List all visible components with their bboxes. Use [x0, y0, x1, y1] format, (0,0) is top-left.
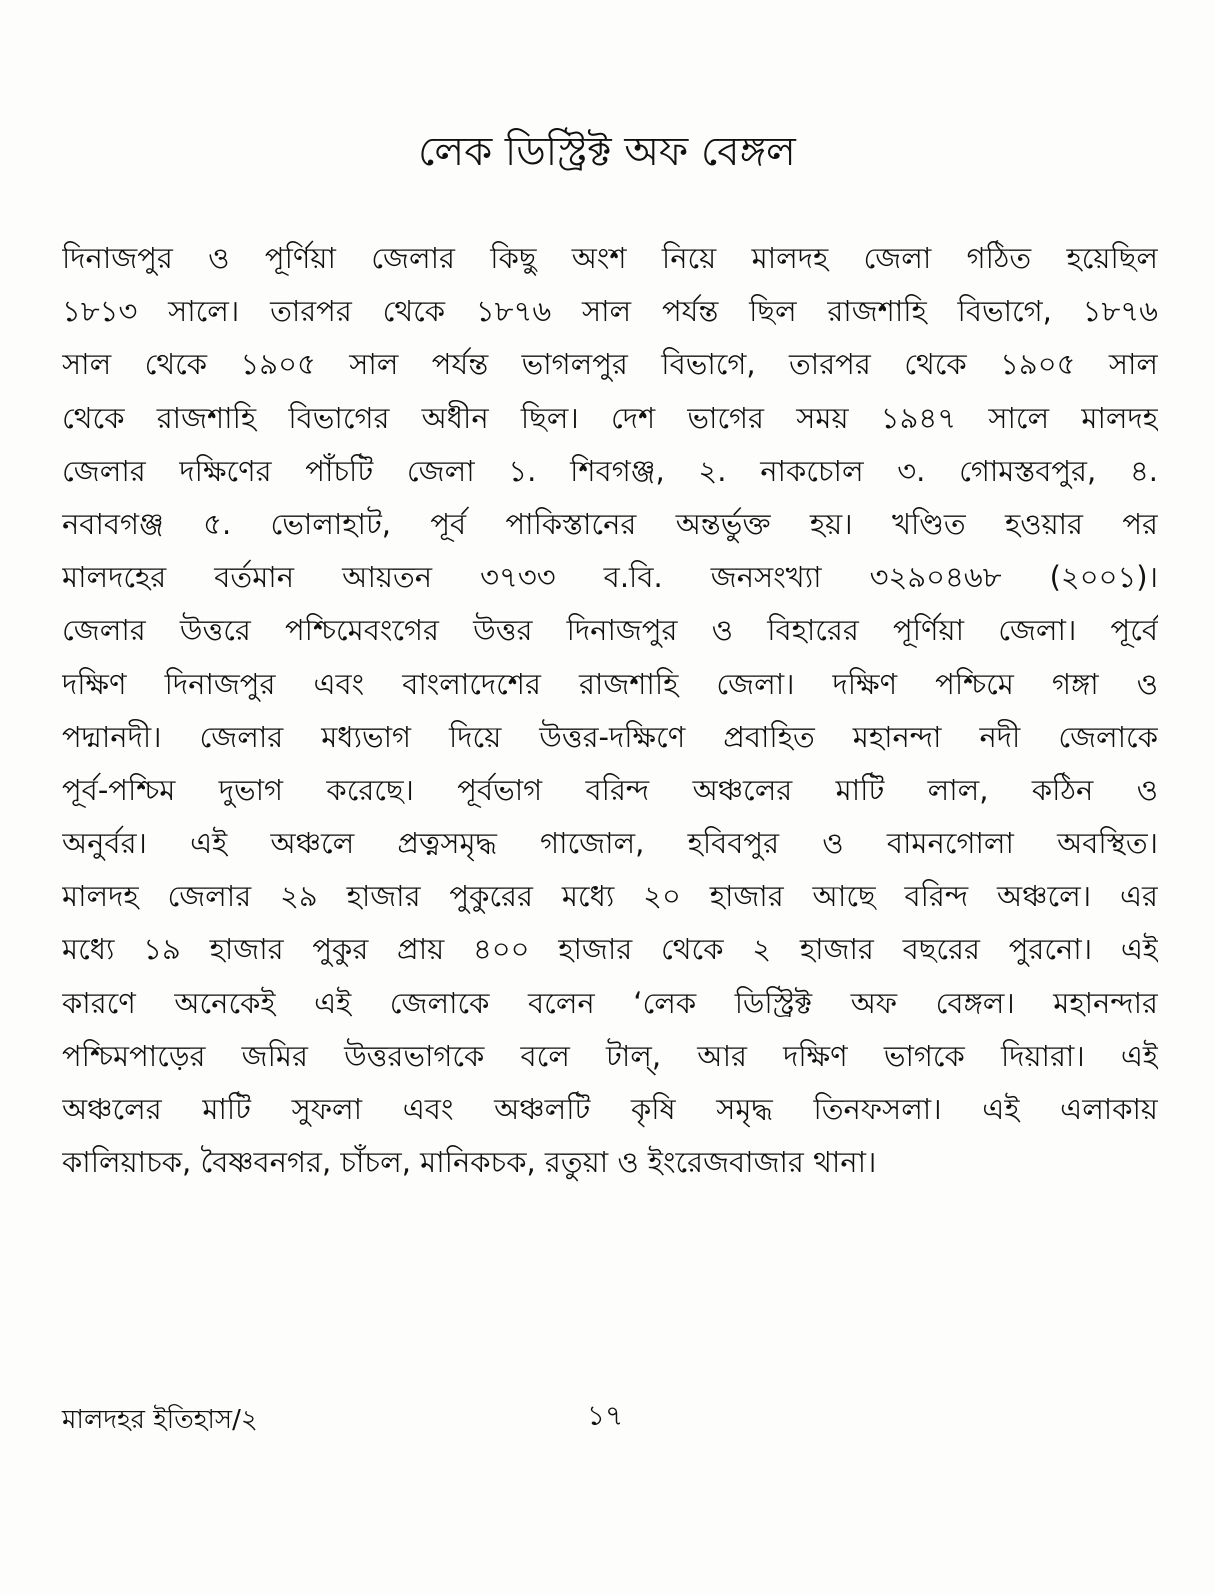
text-line: দক্ষিণ দিনাজপুর এবং বাংলাদেশের রাজশাহি জেলা। দক্ষিণ পশ্চিমে গঙ্গা ও — [62, 666, 1158, 701]
text-line: মধ্যে ১৯ হাজার পুকুর প্রায় ৪০০ হাজার থেকে ২ হাজার বছরের পুরনো। এই — [62, 932, 1158, 967]
text-line: পদ্মানদী। জেলার মধ্যভাগ দিয়ে উত্তর-দক্ষিণে প্রবাহিত মহানন্দা নদী জেলাকে — [62, 719, 1158, 754]
text-line: পশ্চিমপাড়ের জমির উত্তরভাগকে বলে টাল্, আর দক্ষিণ ভাগকে দিয়ারা। এই — [62, 1038, 1158, 1073]
text-line: মালদহের বর্তমান আয়তন ৩৭৩৩ ব.বি. জনসংখ্যা ৩২৯০৪৬৮ (২০০১)। — [62, 560, 1158, 595]
text-line: সাল থেকে ১৯০৫ সাল পর্যন্ত ভাগলপুর বিভাগে, তারপর থেকে ১৯০৫ সাল — [62, 347, 1158, 382]
text-line: জেলার দক্ষিণের পাঁচটি জেলা ১. শিবগঞ্জ, ২. নাকচোল ৩. গোমস্তবপুর, ৪. — [62, 453, 1158, 488]
text-line: দিনাজপুর ও পূর্ণিয়া জেলার কিছু অংশ নিয়ে মালদহ জেলা গঠিত হয়েছিল — [62, 241, 1158, 275]
text-line: অনুর্বর। এই অঞ্চলে প্রত্নসমৃদ্ধ গাজোল, হবিবপুর ও বামনগোলা অবস্থিত। — [62, 826, 1158, 861]
body-paragraph — [62, 232, 1158, 1189]
page-title: লেক ডিস্ট্রিক্ট অফ বেঙ্গল — [418, 129, 796, 175]
text-line: মালদহ জেলার ২৯ হাজার পুকুরের মধ্যে ২০ হাজার আছে বরিন্দ অঞ্চলে। এর — [62, 879, 1158, 914]
text-line: জেলার উত্তরে পশ্চিমেবংগের উত্তর দিনাজপুর ও বিহারের পূর্ণিয়া জেলা। পূর্বে — [62, 613, 1158, 648]
footer-book-title: মালদহর ইতিহাস/২ — [62, 1405, 258, 1435]
text-line: থেকে রাজশাহি বিভাগের অধীন ছিল। দেশ ভাগের সময় ১৯৪৭ সালে মালদহ — [62, 400, 1158, 435]
text-line: পূর্ব-পশ্চিম দুভাগ করেছে। পূর্বভাগ বরিন্দ অঞ্চলের মাটি লাল, কঠিন ও — [62, 772, 1158, 807]
text-line: কালিয়াচক, বৈষ্ণবনগর, চাঁচল, মানিকচক, রতুয়া ও ইংরেজবাজার থানা। — [62, 1145, 877, 1180]
page-number: ১৭ — [586, 1399, 624, 1432]
text-line: অঞ্চলের মাটি সুফলা এবং অঞ্চলটি কৃষি সমৃদ্ধ তিনফসলা। এই এলাকায় — [62, 1092, 1158, 1126]
text-line: কারণে অনেকেই এই জেলাকে বলেন ‘লেক ডিস্ট্রিক্ট অফ বেঙ্গল। মহানন্দার — [62, 985, 1158, 1020]
text-line: নবাবগঞ্জ ৫. ভোলাহাট, পূর্ব পাকিস্তানের অন্তর্ভুক্ত হয়। খণ্ডিত হওয়ার পর — [62, 506, 1158, 541]
text-line: ১৮১৩ সালে। তারপর থেকে ১৮৭৬ সাল পর্যন্ত ছিল রাজশাহি বিভাগে, ১৮৭৬ — [62, 294, 1158, 329]
